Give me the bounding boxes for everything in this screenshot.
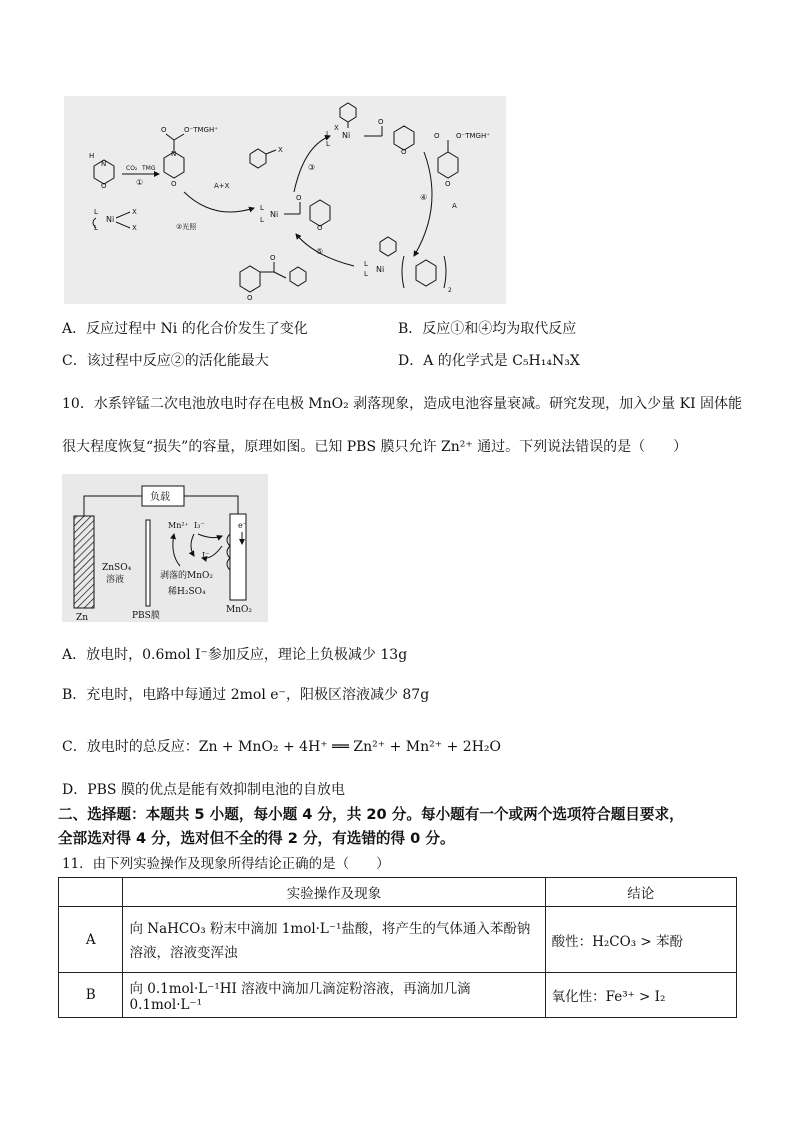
upper-ni-complex	[340, 103, 414, 150]
q9-option-a: A．反应过程中 Ni 的化合价发生了变化	[62, 321, 308, 337]
co2-label: CO₂	[126, 165, 138, 172]
product-structure	[240, 262, 306, 292]
step2-label: ②光照	[176, 223, 197, 231]
svg-text:O: O	[434, 132, 440, 140]
anion-label-2: O⁻TMGH⁺	[456, 132, 490, 140]
reaction-mechanism-diagram	[64, 96, 506, 304]
svg-text:O: O	[270, 254, 276, 262]
row-conclusion: 氧化性：Fe³⁺ > I₂	[545, 973, 736, 1018]
product-ax-label: A+X	[214, 182, 230, 190]
arrow-step2	[184, 192, 254, 212]
electrolyte-label: ZnSO₄	[102, 563, 132, 573]
svg-text:O: O	[317, 224, 323, 232]
q10-stem-line2: 很大程度恢复“损失”的容量，原理如图。已知 PBS 膜只允许 Zn²⁺ 通过。下列说法错误的是（ ）	[62, 439, 688, 455]
experiment-table	[58, 877, 737, 1018]
zn-label: Zn	[76, 613, 89, 622]
q11-stem: 11．由下列实验操作及现象所得结论正确的是（ ）	[62, 856, 390, 872]
row-label: B	[59, 973, 123, 1018]
iminus-label: I⁻	[202, 551, 210, 560]
q10-option-a: A．放电时，0.6mol I⁻参加反应，理论上负极减少 13g	[62, 647, 408, 663]
zn-electrode	[74, 516, 94, 608]
row-operation-line1: 向 NaHCO₃ 粉末中滴加 1mol·L⁻¹盐酸，将产生的气体通入苯酚钠	[129, 920, 531, 937]
section2-line1: 二、选择题：本题共 5 小题，每小题 4 分，共 20 分。每小题有一个或两个选项符合题目要求，	[58, 806, 684, 823]
svg-text:O: O	[445, 180, 451, 188]
step1-label: ①	[136, 178, 144, 187]
ni-label-3: Ni	[342, 131, 351, 140]
svg-text:H: H	[89, 152, 95, 160]
lower-ni-complex	[380, 237, 446, 288]
step4-label: ④	[420, 193, 428, 202]
row-operation-line1: 向 0.1mol·L⁻¹HI 溶液中滴加几滴淀粉溶液，再滴加几滴 0.1mol·L⁻¹	[129, 981, 471, 1013]
svg-text:O: O	[378, 118, 384, 126]
ligand-label-5: L	[326, 130, 330, 138]
q9-option-c: C．该过程中反应②的活化能最大	[62, 353, 269, 369]
table-header-operation: 实验操作及现象	[123, 878, 545, 907]
arrow-step4	[414, 152, 432, 256]
ligand-label-3: L	[260, 204, 264, 212]
arrow-step5	[296, 234, 354, 266]
ni-label-2: Ni	[270, 210, 279, 219]
ni-label-1: Ni	[106, 215, 115, 224]
row-operation-line2: 溶液，溶液变浑浊	[129, 944, 238, 961]
ligand-label-6: L	[326, 140, 330, 148]
membrane-label: PBS膜	[132, 611, 160, 621]
subscript-2: 2	[448, 287, 452, 294]
battery-diagram	[62, 474, 268, 622]
row-operation	[123, 907, 545, 973]
table-header-blank	[59, 878, 123, 907]
table-header-row	[59, 878, 737, 907]
wire-right	[184, 496, 238, 514]
load-label: 负载	[150, 492, 170, 503]
released-carbamate	[438, 140, 458, 178]
row-operation	[123, 973, 545, 1018]
table-row	[59, 973, 737, 1018]
mno2-label: MnO₂	[226, 605, 252, 615]
svg-text:O: O	[101, 182, 107, 190]
pbs-membrane	[146, 520, 150, 606]
svg-text:O: O	[171, 180, 177, 188]
svg-text:O: O	[161, 126, 167, 134]
reaction-mechanism-figure	[64, 96, 506, 304]
i3-label: I₃⁻	[194, 521, 205, 530]
mn2-label: Mn²⁺	[168, 521, 189, 530]
wire-left	[84, 496, 142, 516]
svg-text:O: O	[247, 294, 253, 302]
ni-label-4: Ni	[376, 265, 385, 274]
aryl-halide-structure	[250, 149, 276, 168]
ligand-label-7: L	[364, 260, 368, 268]
svg-text:O: O	[401, 148, 407, 156]
q9-option-d: D．A 的化学式是 C₅H₁₄N₃X	[398, 353, 580, 369]
step3-label: ③	[308, 163, 316, 172]
a-label: A	[452, 202, 457, 210]
battery-figure	[62, 474, 268, 622]
ligand-label-4: L	[260, 216, 264, 224]
electrolyte-label-2: 溶液	[106, 575, 125, 585]
q10-option-c: C．放电时的总反应：Zn + MnO₂ + 4H⁺ ══ Zn²⁺ + Mn²⁺ + 2H₂O	[62, 739, 501, 755]
acid-label: 稀H₂SO₄	[168, 587, 206, 597]
svg-text:N: N	[101, 160, 107, 168]
ligand-label-8: L	[364, 270, 368, 278]
table-row	[59, 907, 737, 973]
svg-text:N: N	[171, 150, 177, 158]
svg-text:O: O	[296, 194, 302, 202]
x-label-3: X	[278, 146, 283, 154]
q10-option-d: D．PBS 膜的优点是能有效抑制电池的自放电	[62, 782, 345, 798]
table-header-conclusion: 结论	[545, 878, 736, 907]
ligand-label-2: L	[94, 224, 98, 232]
x-label-4: X	[334, 124, 339, 132]
row-label: A	[59, 907, 123, 973]
q9-option-b: B．反应①和④均为取代反应	[398, 321, 577, 337]
row-conclusion: 酸性：H₂CO₃ > 苯酚	[545, 907, 736, 973]
q10-option-b: B．充电时，电路中每通过 2mol e⁻，阳极区溶液减少 87g	[62, 687, 430, 703]
q10-stem-line1: 10．水系锌锰二次电池放电时存在电极 MnO₂ 剥落现象，造成电池容量衰减。研究发现，加入少量 KI 固体能	[62, 396, 743, 412]
section2-line2: 全部选对得 4 分，选对但不全的得 2 分，有选错的得 0 分。	[58, 830, 455, 847]
ligand-label-1: L	[94, 208, 98, 216]
step5-label: ⑤	[316, 247, 324, 256]
anion-label-1: O⁻TMGH⁺	[184, 126, 218, 134]
x-label-1: X	[132, 208, 137, 216]
x-label-2: X	[132, 224, 137, 232]
peeled-mno2-label: 剥落的MnO₂	[160, 571, 213, 581]
tmg-label: TMG	[142, 165, 156, 172]
electron-label: e⁻	[238, 521, 247, 530]
